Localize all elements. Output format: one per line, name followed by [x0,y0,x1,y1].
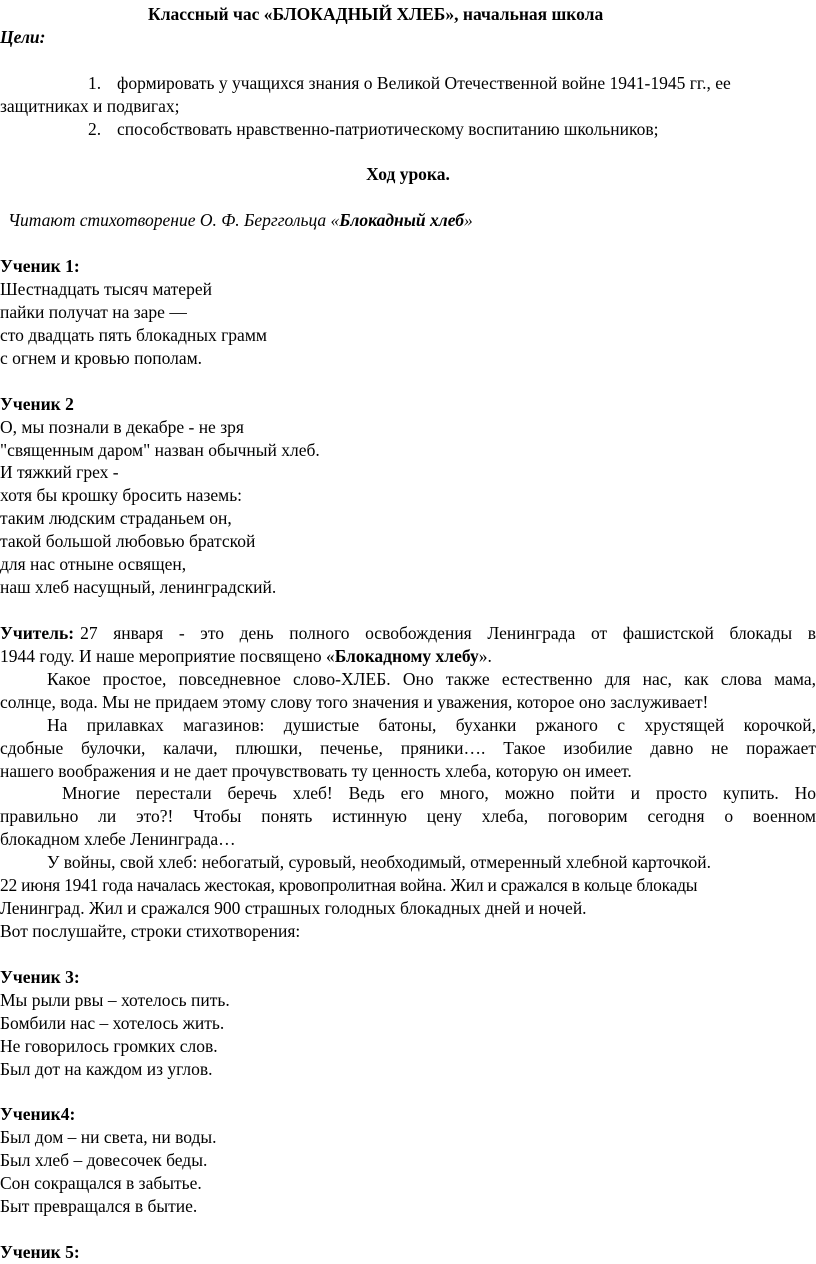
student-3-line: Был дот на каждом из углов. [0,1059,213,1079]
student-4-line: Быт превращался в бытие. [0,1196,198,1216]
student-5-label: Ученик 5: [0,1242,80,1262]
teacher-p1-line-1: 27 января - это день полного освобождения Ленинграда от фашистской блокады в [80,623,816,643]
student-2-line: хотя бы крошку бросить наземь: [0,485,243,505]
goals-label: Цели: [0,27,46,47]
teacher-p5-line-4: Вот послушайте, строки стихотворения: [0,921,301,941]
teacher-p5-line-1: У войны, свой хлеб: небогатый, суровый, необходимый, отмеренный хлебной карточкой. [47,852,711,872]
intro-line [8,208,473,232]
teacher-p3-line-1: На прилавках магазинов: душистые батоны, буханки ржаного с хрустящей корочкой, [47,715,816,735]
teacher-p2-line-1: Какое простое, повседневное слово-ХЛЕБ. Оно также естественно для нас, как слова мама, [47,669,816,689]
goal-2-number: 2. [88,119,102,139]
student-4-line: Был дом – ни света, ни воды. [0,1127,217,1147]
student-2-line: И тяжкий грех - [0,462,119,482]
student-4-label: Ученик4: [0,1104,76,1124]
goal-2-line-1: способствовать нравственно-патриотическому воспитанию школьников; [117,119,659,139]
student-1-line: пайки получат на заре — [0,302,187,322]
teacher-p1-bold: Блокадному хлебу [334,646,479,666]
intro-text: Читают стихотворение О. Ф. Берггольца « [8,210,340,230]
teacher-label: Учитель: [0,623,75,643]
student-4-line: Сон сокращался в забытье. [0,1173,202,1193]
student-1-line: с огнем и кровью пополам. [0,348,203,368]
teacher-p3-line-3: нашего воображения и не дает прочувствовать ту ценность хлеба, которую он имеет. [0,761,632,781]
student-1-line: сто двадцать пять блокадных грамм [0,325,267,345]
teacher-p1-end: ». [478,646,492,666]
student-3-line: Бомбили нас – хотелось жить. [0,1013,225,1033]
student-3-line: Мы рыли рвы – хотелось пить. [0,990,230,1010]
teacher-p4-line-3: блокадном хлебе Ленинграда… [0,829,236,849]
intro-poem-title: Блокадный хлеб [339,210,464,230]
teacher-p4-line-1: Многие перестали беречь хлеб! Ведь его много, можно пойти и просто купить. Но [62,783,816,803]
page-title: Классный час «БЛОКАДНЫЙ ХЛЕБ», начальная школа [148,4,604,24]
goal-1-line-1: формировать у учащихся знания о Великой Отечественной войне 1941-1945 гг., ее [117,73,731,93]
teacher-line-1 [0,621,816,645]
student-2-line: таким людским страданьем он, [0,508,232,528]
teacher-p3-line-2: сдобные булочки, калачи, плюшки, печенье, пряники…. Такое изобилие давно не поражает [0,738,816,758]
student-1-label: Ученик 1: [0,256,80,276]
goal-1-line-2: защитниках и подвигах; [0,96,180,116]
student-2-line: такой большой любовью братской [0,531,256,551]
student-1-line: Шестнадцать тысяч матерей [0,279,212,299]
student-2-line: наш хлеб насущный, ленинградский. [0,577,277,597]
student-2-line: для нас отныне освящен, [0,554,187,574]
intro-end: » [463,210,473,230]
student-2-label: Ученик 2 [0,394,74,414]
lesson-heading: Ход урока. [366,164,450,184]
student-2-line: О, мы познали в декабре - не зря [0,417,244,437]
teacher-p2-line-2: солнце, вода. Мы не придаем этому слову того значения и уважения, которое оно заслуживает! [0,692,709,712]
student-3-label: Ученик 3: [0,967,80,987]
student-2-line: "священным даром" назван обычный хлеб. [0,440,320,460]
goal-1-number: 1. [88,73,102,93]
teacher-p1-text: 1944 году. И наше мероприятие посвящено « [0,646,335,666]
teacher-p4-line-2: правильно ли это?! Чтобы понять истинную цену хлеба, поговорим сегодня о военном [0,806,816,826]
teacher-p5-line-2: 22 июня 1941 года началась жестокая, кровопролитная война. Жил и сражался в кольце блокады [0,875,698,895]
teacher-p1-line-2 [0,644,492,668]
teacher-p5-line-3: Ленинград. Жил и сражался 900 страшных голодных блокадных дней и ночей. [0,898,587,918]
student-3-line: Не говорилось громких слов. [0,1036,218,1056]
student-4-line: Был хлеб – довесочек беды. [0,1150,208,1170]
